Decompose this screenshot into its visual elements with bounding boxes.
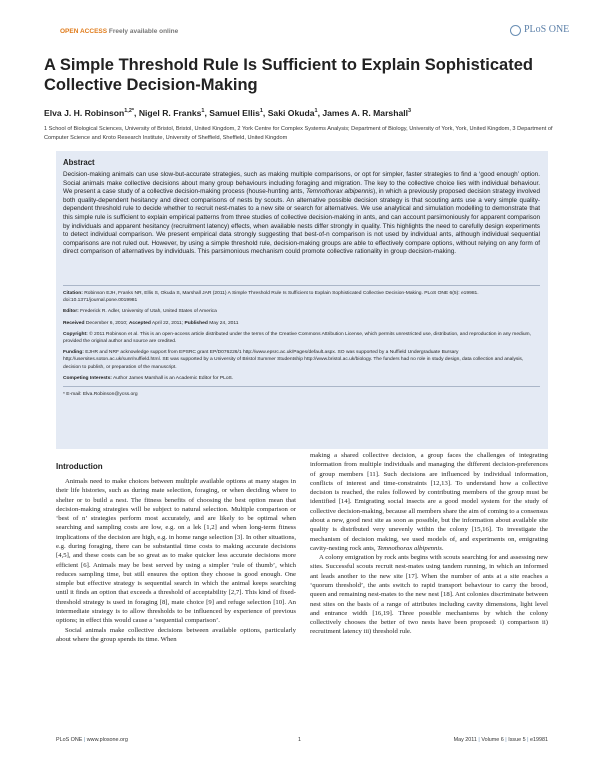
accepted-label: Accepted	[128, 320, 151, 326]
left-column	[56, 477, 296, 644]
author-name: James A. R. Marshall	[322, 108, 409, 118]
footer-journal: PLoS ONE | www.plosone.org	[56, 737, 128, 743]
author-list: Elva J. H. Robinson$^{1,2*}$, Nigel R. Franks$^1$, Samuel Ellis$^1$, Saki Okuda$^1$, James A. R. Marshall$^3$	[44, 108, 412, 118]
issue-date: May 2011	[453, 737, 477, 743]
abstract-heading: Abstract	[63, 158, 95, 167]
received-label: Received	[63, 320, 85, 326]
author-affiliation-mark: 1	[201, 108, 205, 115]
species-name: Temnothorax albipennis	[377, 544, 442, 552]
paragraph: A colony emigration by rock ants begins with scouts searching for and assessing new sites. Successful scouts recruit nest-mates using tandem running, in which an informed ant leads another to the new site [17]. When the number of ants at a site reaches a ‘quorum threshold’, the ants switch to rapid transport behaviour to carry the brood, queen and remaining nest-mates to the new nest [18]. Ant colonies discriminate between nest sites on the basis of a range of attributes including cavity dimensions, light level and entrance width [16,19]. Three possible mechanisms by which the colony collectively chooses the better of two nests have been proposed: i) comparison ii) recruitment latency iii) threshold rule.	[310, 554, 548, 636]
funding-text: EJHR and NRF acknowledge support from EPSRC grant EP/D076226/1 http://www.epsrc.ac.uk/Pages/default.aspx. SO was supported by a Nuffield Undergraduate Bursary http://usersites.soton.ac.uk/sunr/nuffield.html. SE was supported by a University of Bristol Summer Studentship http://www.bristol.ac.uk/biology. The funders had no role in study design, data collection and analysis, decision to publish, or preparation of the manuscript.	[63, 350, 524, 370]
editor	[63, 308, 540, 315]
copyright-label: Copyright:	[63, 331, 88, 337]
footer-issue-info: May 2011 | Volume 6 | Issue 5 | e19981	[453, 737, 548, 743]
author-affiliation-mark: 1,2*	[124, 108, 135, 115]
species-name: Temnothorax albipennis	[305, 188, 374, 196]
author-name: Elva J. H. Robinson	[44, 108, 125, 118]
funding-label: Funding:	[63, 350, 84, 356]
paragraph: Social animals make collective decisions between available options, particularly about where the group spends its time. When	[56, 626, 296, 643]
article-metadata	[63, 283, 540, 402]
plos-circle-icon	[510, 25, 521, 36]
paper-title: A Simple Threshold Rule Is Sufficient to Explain Sophisticated Collective Decision-Making	[44, 56, 533, 94]
footer-journal-name: PLoS ONE	[56, 737, 83, 743]
editor-label: Editor:	[63, 309, 79, 315]
author-affiliation-mark: 1	[259, 108, 263, 115]
abstract-text-part: Decision-making animals can use slow-but-accurate strategies, such as making multiple comparisons, or opt for simpler, faster strategies to find a ‘good enough’ option. Social animals make collective decisions about many group behaviours including foraging and migration. The key to the collective choice lies with individual behaviour. We present a case study of a collective decision-making process (house-hunting ants,	[63, 171, 540, 196]
author-name: Nigel R. Franks	[138, 108, 202, 118]
journal-url-link[interactable]: www.plosone.org	[86, 737, 128, 743]
open-access-banner	[60, 28, 178, 35]
author-name: Samuel Ellis	[209, 108, 260, 118]
received-date: December 6, 2010;	[85, 320, 128, 326]
competing-interests-text: Author James Marshall is an Academic Editor for PLoS.	[113, 375, 234, 381]
paragraph: Animals need to make choices between multiple available options at many stages in their life histories, such as during mate selection, foraging, or when deciding where to shelter or to build a nest. The fitness benefits of choosing the best option mean that decision-making strategies will be subject to natural selection. Multiple comparison or ‘best of n’ strategies perform most accurately, and are likely to be optimal when searching and sampling costs are low, e.g. on a lek [1,2] and when long-term fitness implications of the decision are high, e.g. in home range selection [3]. In other situations, e.g. during foraging, there can be substantial time costs to making accurate decisions [4,5], and these costs can be so great as to make quicker less accurate decisions more efficient [6]. Animals may be best served by using a simpler ‘rule of thumb’, which reduces sampling time, but still ensures the option they choose is good enough. One simple but effective strategy is sequential search in which the animal keeps searching until it finds an option that exceeds a threshold of acceptability [2,7]. This kind of fixed-threshold strategy is used in foraging [8], mate choice [9] and refuge selection [10]. An intermediate strategy is to allow thresholds to be influenced by experience of previous options; in effect this would cause a ‘sequential comparison’.	[56, 478, 296, 625]
email	[63, 391, 540, 398]
right-column	[310, 451, 548, 637]
journal-logo-text: PLoS ONE	[524, 24, 570, 35]
published-date: May 24, 2011	[209, 320, 239, 326]
open-access-label: OPEN ACCESS	[60, 28, 108, 35]
accepted-date: April 22, 2011;	[151, 320, 184, 326]
paragraph-text: .	[441, 544, 444, 552]
competing-interests	[63, 375, 540, 382]
competing-interests-label: Competing Interests:	[63, 375, 112, 381]
introduction-heading: Introduction	[56, 462, 103, 471]
copyright	[63, 331, 540, 345]
article-number: e19981	[530, 737, 548, 743]
citation	[63, 290, 540, 304]
paragraph-text: making a shared collective decision, a group faces the challenges of integrating information from multiple individuals and managing the different decision-preferences of group members [11]. Such decisions are influenced by individual information, conflicts of interest and time-constraints [12,13]. To understand how a collective decision is reached, the rules followed by contributing members of the group must be identified [14]. Emigrating social insects are a good model system for the study of collective decision-making, because all members share the aim of coming to a consensus about a new, good nest site as soon as possible, but the information about available site quality is distributed very unevenly within the colony [15,16]. To investigate the mechanism of decision making, we used models of, and experiments on, emigrating cavity-nesting rock ants,	[310, 452, 548, 552]
volume: Volume 6	[481, 737, 504, 743]
issue: Issue 5	[508, 737, 526, 743]
abstract-text-part: ), in which a previously proposed decision strategy involved both quality-dependent hesitancy and direct comparisons of nests by scouts. An alternative possible decision strategy is that scouting ants use a very simple quality-dependent threshold rule to decide whether to recruit nest-mates to a new site or search for alternatives. We use analytical and simulation modelling to demonstrate that this simple rule is sufficient to explain empirical patterns from three studies of collective decision-making in ants, and can account parsimoniously for apparent comparison by individuals and apparent hesitancy (recruitment latency) effects, when available nests differ strongly in quality. This highlights the need to carefully design experiments to detect individual comparison. We present empirical data strongly suggesting that best-of-n comparison is not used by individual ants, although individual sequential comparisons are not ruled out. However, by using a simple threshold rule, decision-making groups are able to effectively compare options, without relying on any form of direct comparison of alternatives by individuals. This parsimonious mechanism could promote collective rationality in group decision-making.	[63, 188, 540, 256]
author-name: Saki Okuda	[267, 108, 315, 118]
published-label: Published	[184, 320, 208, 326]
freely-available-label: Freely available online	[108, 28, 179, 35]
dates	[63, 320, 540, 327]
abstract-text	[63, 171, 540, 257]
paragraph	[310, 451, 548, 553]
journal-logo	[510, 24, 588, 38]
affiliations: 1 School of Biological Sciences, University of Bristol, Bristol, United Kingdom, 2 York Centre for Complex Systems Analysis; Department of Biology, University of York, York, United Kingdom, 3 Department of Computer Science and Kroto Research Institute, University of Sheffield, Sheffield, United Kingdom	[44, 126, 553, 141]
editor-text: Frederick R. Adler, University of Utah, United States of America	[80, 309, 217, 315]
funding	[63, 349, 540, 371]
page-footer	[56, 737, 548, 747]
author-affiliation-mark: 3	[408, 108, 412, 115]
email-link[interactable]: * E-mail: Elva.Robinson@ycss.org	[63, 392, 138, 398]
divider	[63, 386, 540, 387]
divider	[63, 285, 540, 286]
citation-text: Robinson EJH, Franks NR, Ellis S, Okuda S, Marshall JAR (2011) A Simple Threshold Rule Is Sufficient to Explain Sophisticated Collective Decision-Making. PLoS ONE 6(5): e19981. doi:10.1371/journal.pone.0019981	[63, 291, 479, 304]
citation-label: Citation:	[63, 291, 83, 296]
author-affiliation-mark: 1	[314, 108, 318, 115]
page-number: 1	[298, 737, 301, 743]
copyright-text: © 2011 Robinson et al. This is an open-access article distributed under the terms of the Creative Commons Attribution License, which permits unrestricted use, distribution, and reproduction in any medium, provided the original author and source are credited.	[63, 331, 531, 345]
